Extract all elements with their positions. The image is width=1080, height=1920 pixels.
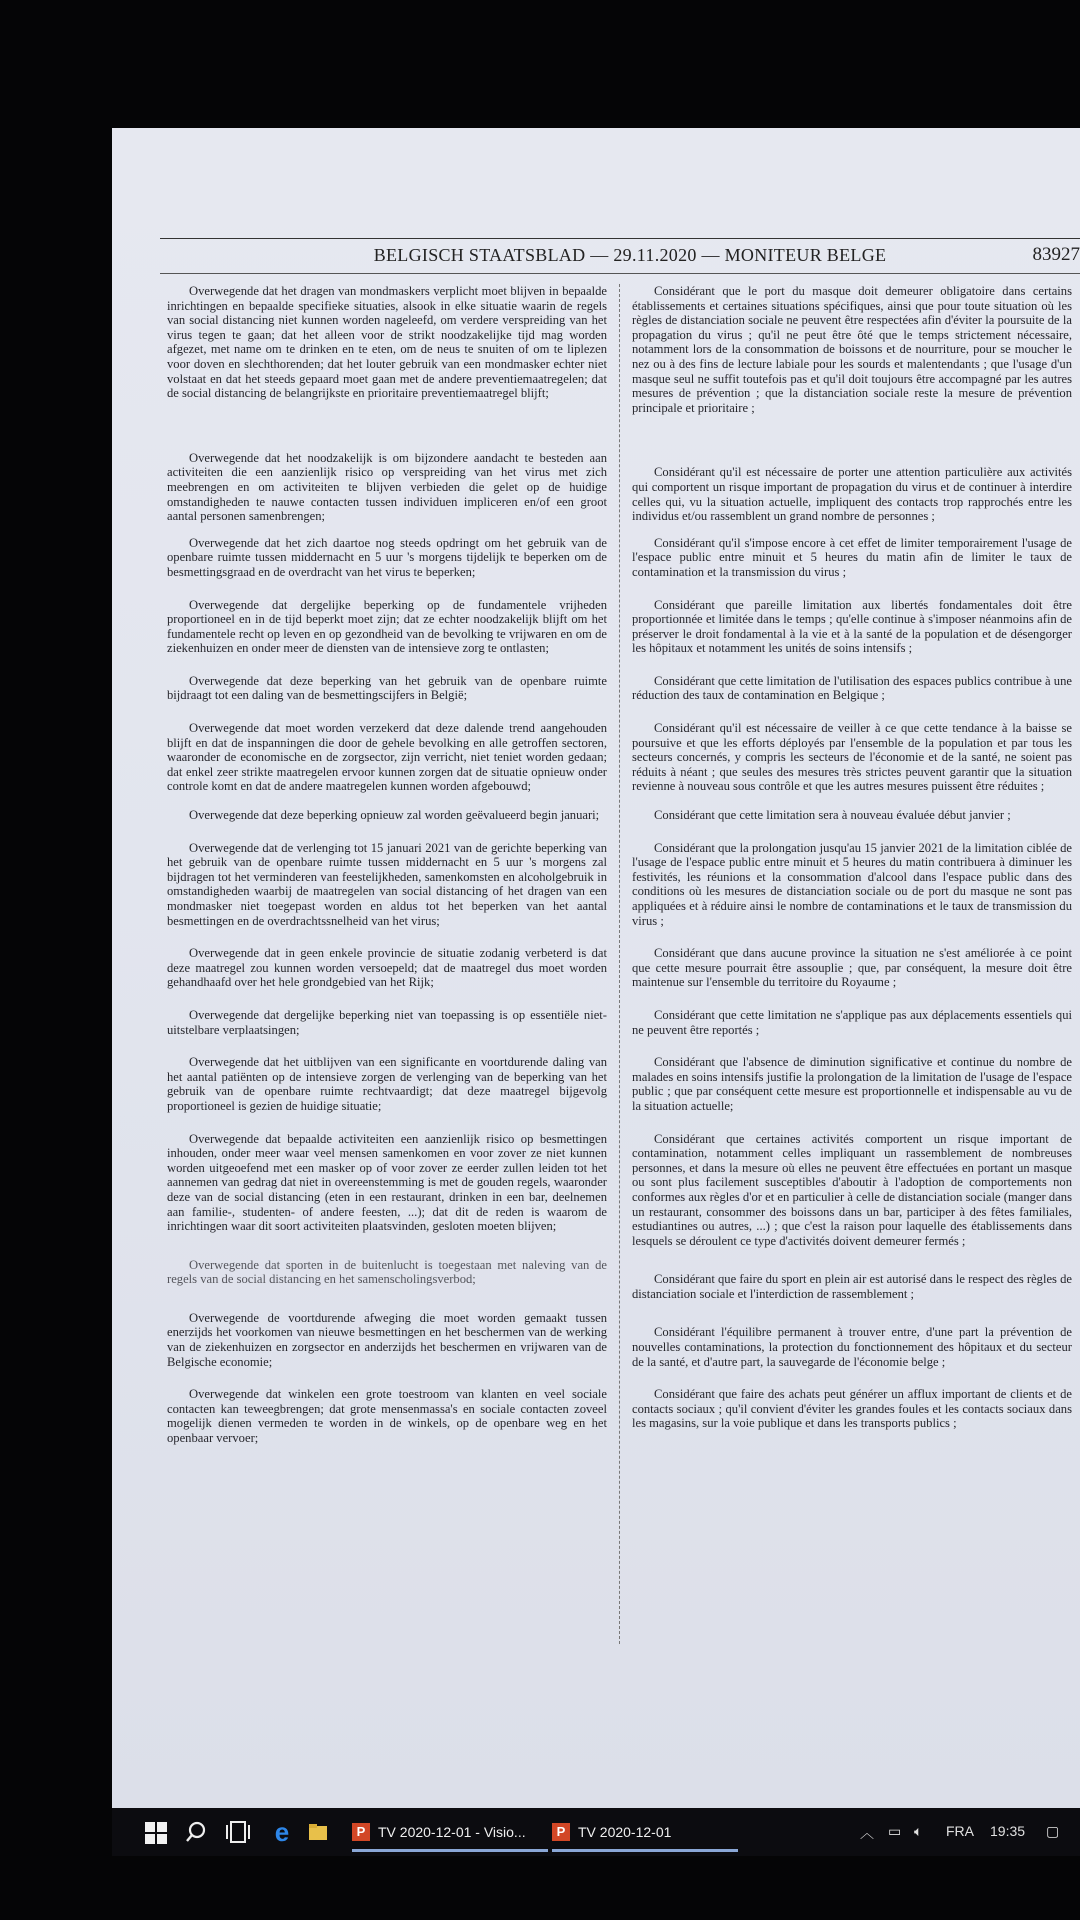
nl-paragraph: Overwegende dat deze beperking opnieuw zal worden geëvalueerd begin januari; (189, 808, 600, 823)
language-indicator[interactable]: FRA (946, 1823, 974, 1839)
column-separator (619, 284, 621, 1644)
taskbar-app-label: TV 2020-12-01 (578, 1824, 672, 1840)
file-explorer-icon[interactable] (306, 1818, 334, 1846)
fr-paragraph: Considérant l'équilibre permanent à trouver entre, d'une part la prévention de nouvelles contaminations, la protection du fonctionnement des hôpitaux et du secteur de la santé, et d'autre part, la sauvegarde de l'économie belge ; (632, 1325, 1072, 1369)
notification-icon[interactable]: ▢ (1046, 1823, 1060, 1839)
gazette-title: BELGISCH STAATSBLAD — 29.11.2020 — MONITEUR BELGE (373, 245, 887, 265)
taskbar (112, 1808, 1080, 1856)
nl-paragraph: Overwegende dat het uitblijven van een significante en voortdurende daling van het aantal patiënten op de intensieve zorgen de verlenging van de beperking van het gebruik van de openbare ruimte rechtvaardigt; dat deze maatregel bijgevolg proportioneel is gezien de huidige situatie; (167, 1055, 607, 1113)
fr-paragraph: Considérant que cette limitation ne s'applique pas aux déplacements essentiels qui ne peuvent être reportés ; (632, 1007, 1072, 1037)
taskbar-app-label: TV 2020-12-01 - Visio... (378, 1824, 526, 1840)
french-column (632, 284, 1072, 1449)
fr-paragraph: Considérant que faire du sport en plein air est autorisé dans le respect des règles de distanciation sociale et l'interdiction de rassemblement ; (632, 1272, 1072, 1301)
system-tray (860, 1808, 1080, 1856)
active-indicator (352, 1849, 548, 1852)
fr-paragraph: Considérant que cette limitation de l'utilisation des espaces publics contribue à une réduction des taux de contamination en Belgique ; (632, 673, 1072, 703)
windows-start-icon[interactable] (145, 1818, 167, 1846)
fr-paragraph: Considérant que la prolongation jusqu'au 15 janvier 2021 de la limitation ciblée de l'usage de l'espace public entre minuit et 5 heures du matin contribuera à diminuer les festivités, les réunions et la consommation d'alcool dans l'espace public dans des conditions où les mesures de distanciation sociale ou de port du masque ne sont pas appliquées et à réduire ainsi le nombre de contaminations et le taux de transmission du virus ; (632, 840, 1072, 928)
nl-paragraph: Overwegende dat bepaalde activiteiten een aanzienlijk risico op besmettingen inhouden, onder meer waar veel mensen samenkomen en voor zover ze niet kunnen worden uitgeoefend met een masker op of voor zover ze eerder zullen leiden tot het aannemen van gedrag dat niet in overeenstemming is met de gouden regels, waaronder deze van de social distancing (eten in een restaurant, drinken in een bar, deelnemen aan familie-, studenten- of andere feesten, ...); dat dit de reden is waarom de inrichtingen waar dit soort activiteiten plaatsvinden, gesloten moeten blijven; (167, 1131, 607, 1234)
clock[interactable]: 19:35 (990, 1823, 1026, 1839)
edge-browser-icon[interactable]: e (274, 1817, 290, 1847)
fr-paragraph: Considérant que le port du masque doit demeurer obligatoire dans certains établissements et certaines situations spécifiques, ainsi que pour toute situation où les règles de distanciation sociale ne peuvent être respectées afin d'éviter la poursuite de la propagation du virus ; qu'il ne peut être ôté que le temps strictement nécessaire, notamment lors de la consommation de boissons et de nourriture, pour se moucher le nez ou à des fins de lecture labiale pour les sourds et malentendants ; que l'usage d'un masque seul ne suffit toutefois pas et qu'il doit toujours être accompagné par les autres mesures de prévention ; que la distanciation sociale reste la mesure de prévention principale et prioritaire ; (632, 284, 1072, 415)
taskbar-app-presentation[interactable] (552, 1814, 738, 1850)
nl-paragraph: Overwegende dat de verlenging tot 15 januari 2021 van de gerichte beperking van het gebruik van de openbare ruimte tussen middernacht en 5 uur 's morgens zal bijdragen tot het verminderen van feestelijkheden, samenkomsten en alcoholgebruik in omstandigheden waarbij de maatregelen van social distancing of het dragen van een mondmasker niet toegepast worden en aldus tot het beperken van het aantal besmettingen en de overdrachtssnelheid van het virus; (167, 840, 607, 928)
powerpoint-icon: P (352, 1823, 370, 1841)
nl-paragraph: Overwegende dat dergelijke beperking niet van toepassing is op essentiële niet-uitstelbare verplaatsingen; (167, 1007, 607, 1037)
nl-paragraph: Overwegende dat het noodzakelijk is om bijzondere aandacht te besteden aan activiteiten die een aanzienlijk risico op verspreiding van het virus met zich meebrengen en om activiteiten te blijven verbieden die gelet op de huidige omstandigheden te nauwe contacten tussen individuen impliceren en/of een groot aantal personen samenbrengen; (167, 450, 607, 524)
fr-paragraph: Considérant que cette limitation sera à nouveau évaluée début janvier ; (654, 808, 1011, 823)
nl-paragraph: Overwegende de voortdurende afweging die moet worden gemaakt tussen enerzijds het voorkomen van nieuwe besmettingen en het beschermen van de werking van de ziekenhuizen en zorgsector en anderzijds het beschermen en vrijwaren van de Belgische economie; (167, 1310, 607, 1369)
fr-paragraph: Considérant qu'il est nécessaire de porter une attention particulière aux activités qui comportent un risque important de propagation du virus et de continuer à interdire celles qui, vu la situation actuelle, impliquent des contacts trop rapprochés entre les individus et/ou rassemblent un grand nombre de personnes ; (632, 465, 1072, 524)
speaker-icon[interactable]: 🔈︎ (914, 1823, 923, 1839)
fr-paragraph: Considérant que faire des achats peut générer un afflux important de clients et de contacts sociaux ; qu'il convient d'éviter les grandes foules et les contacts sociaux dans les magasins, sur la voie publique et dans les transports publics ; (632, 1387, 1072, 1431)
fr-paragraph: Considérant qu'il s'impose encore à cet effet de limiter temporairement l'usage de l'espace public entre minuit et 5 heures du matin afin de limiter le taux de contamination et la transmission du virus ; (632, 535, 1072, 579)
nl-paragraph: Overwegende dat het dragen van mondmaskers verplicht moet blijven in bepaalde inrichtingen en bepaalde specifieke situaties, alsook in elke situatie waarin de regels van social distancing niet kunnen worden nageleefd, om verdere verspreiding van het virus tegen te gaan; dat het alleen voor de strikt noodzakelijke tijd mag worden afgezet, met name om te drinken en te eten, om de neus te snuiten of om te liplezen voor doven en slechthorenden; dat het louter gebruik van een mondmasker echter niet volstaat en dat het steeds gepaard moet gaan met de andere preventiemaatregelen; dat de social distancing de belangrijkste en prioritaire preventiemaatregel blijft; (167, 284, 607, 401)
battery-icon[interactable]: ▭ (888, 1823, 902, 1839)
fr-paragraph: Considérant que l'absence de diminution significative et continue du nombre de malades en soins intensifs justifie la prolongation de la limitation de l'usage de l'espace public ; que par conséquent cette mesure est proportionnelle et indispensable au vu de la situation actuelle; (632, 1055, 1072, 1113)
nl-paragraph: Overwegende dat dergelijke beperking op de fundamentele vrijheden proportioneel en in de tijd beperkt moet zijn; dat ze echter noodzakelijk blijft om het fundamentele recht op leven en op gezondheid van de bevolking te vrijwaren en om de ziekenhuizen en onder meer de diensten van de intensieve zorg te ontlasten; (167, 597, 607, 656)
dutch-column (167, 284, 607, 1464)
nl-paragraph: Overwegende dat winkelen een grote toestroom van klanten en veel sociale contacten kan teweegbrengen; dat grote mensenmassa's en sociale contacten zoveel mogelijk dienen vermeden te worden in de winkels, op de openbare weg en het openbaar vervoer; (167, 1387, 607, 1446)
nl-paragraph: Overwegende dat moet worden verzekerd dat deze dalende trend aangehouden blijft en dat de inspanningen die door de gehele bevolking en alle getroffen sectoren, waaronder de economische en de zorgsector, zijn verricht, niet teniet worden gedaan; dat enkel zeer strikte maatregelen ervoor kunnen zorgen dat de situatie opnieuw onder controle komt en dat de andere maatregelen kunnen worden afgebouwd; (167, 721, 607, 794)
powerpoint-icon: P (552, 1823, 570, 1841)
fr-paragraph: Considérant qu'il est nécessaire de veiller à ce que cette tendance à la baisse se poursuive et que les efforts déployés par l'ensemble de la population et par tous les secteurs concernés, y compris les secteurs de l'économie et de la santé, ne soient pas réduits à néant ; que seules des mesures très strictes peuvent garantir que la situation revienne à nouveau sous contrôle et que les autres mesures puissent être réduites ; (632, 721, 1072, 794)
nl-paragraph: Overwegende dat deze beperking van het gebruik van de openbare ruimte bijdraagt tot een daling van de besmettingscijfers in België; (167, 673, 607, 703)
fr-paragraph: Considérant que dans aucune province la situation ne s'est améliorée à ce point que cette mesure pourrait être assouplie ; que, par conséquent, la mesure doit être maintenue sur l'ensemble du territoire du Royaume ; (632, 946, 1072, 990)
fr-paragraph: Considérant que pareille limitation aux libertés fondamentales doit être proportionnée et limitée dans le temps ; qu'elle continue à s'imposer néanmoins afin de préserver le droit fondamental à la vie et à la santé de la population et de désengorger les hôpitaux et notamment les unités de soins intensifs ; (632, 597, 1072, 656)
nl-paragraph: Overwegende dat in geen enkele provincie de situatie zodanig verbeterd is dat deze maatregel zou kunnen worden versoepeld; dat de maatregel dus moet worden gehandhaafd over het hele grondgebied van het Rijk; (167, 946, 607, 990)
search-icon[interactable] (186, 1818, 212, 1846)
page-number: 83927 (1032, 244, 1080, 265)
fr-paragraph: Considérant que certaines activités comportent un risque important de contamination, notamment celles impliquant un rassemblement de nombreuses personnes, et dans la mesure où elles ne peuvent être effectuées en portant un masque ou sont plus facilement susceptibles d'aboutir à l'adoption de comportements non conformes aux règles d'or et en particulier à celle de distanciation sociale (manger dans un restaurant, consommer des boissons dans un bar, participer à des fêtes familiales, estudiantines ou autres, ...) ; que c'est la raison pour laquelle des établissements dans lesquels se déroulent ce type d'activités doivent demeurer fermés ; (632, 1131, 1072, 1248)
chevron-up-icon[interactable]: ︿ (860, 1825, 874, 1841)
task-view-icon[interactable] (224, 1818, 252, 1846)
document-header (160, 238, 1080, 274)
nl-paragraph: Overwegende dat sporten in de buitenlucht is toegestaan met naleving van de regels van de social distancing en het samenscholingsverbod; (167, 1257, 607, 1287)
nl-paragraph: Overwegende dat het zich daartoe nog steeds opdringt om het gebruik van de openbare ruimte tussen middernacht en 5 uur 's morgens tijdelijk te beperken om de besmettingsgraad en de overdracht van het virus te beperken; (167, 535, 607, 579)
taskbar-app-visio[interactable] (352, 1814, 548, 1850)
active-indicator (552, 1849, 738, 1852)
screen-area (112, 128, 1080, 1808)
